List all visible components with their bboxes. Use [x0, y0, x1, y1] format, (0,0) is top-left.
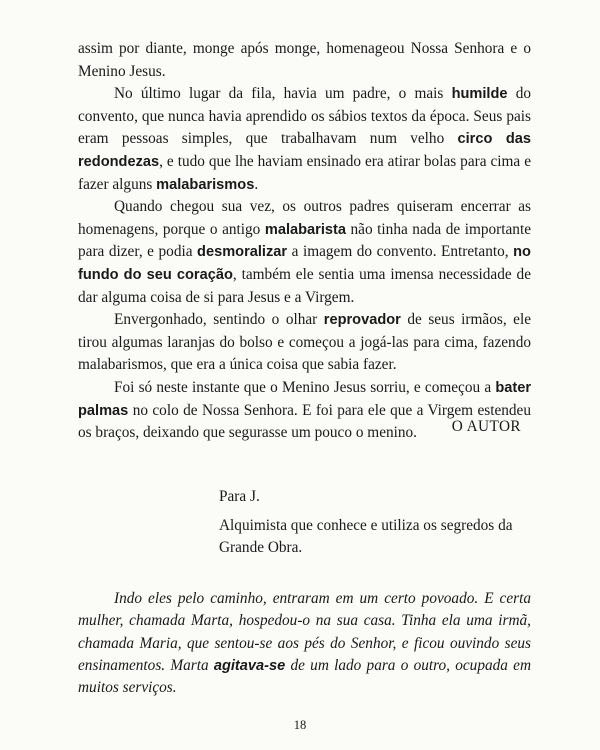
- text-run: Foi só neste instante que o Menino Jesus sorriu, e começou a: [114, 378, 496, 396]
- text-run: do convento, que nunca havia aprendido os sábios textos da época. Seus pais eram pessoas simples, que trabalhavam num velho: [78, 85, 531, 148]
- text-run: no colo de Nossa Senhora. E foi para ele que a Virgem estendeu os braços, deixando que segurasse um pouco o menino.: [78, 401, 531, 442]
- bold-term: circo das redondezas: [78, 131, 531, 170]
- text-run: Indo eles pelo caminho, entraram em um certo povoado. E certa mulher, chamada Marta, hospedou-o na sua casa. Tinha ela uma irmã, chamada Maria, que sentou-se aos pés do Senhor, e ficou ouvindo seus ensinamentos. Marta: [78, 590, 531, 674]
- bold-term: humilde: [451, 86, 508, 103]
- text-run: .: [254, 175, 259, 193]
- bold-term: malabarismos: [156, 176, 255, 193]
- dedication-recipient: Para J.: [219, 488, 260, 505]
- text-run: , também ele sentia uma imensa necessidade de dar alguma coisa de si para Jesus e a Virgem.: [78, 265, 531, 306]
- text-run: No último lugar da fila, havia um padre, o mais: [114, 85, 452, 103]
- bold-term: bater palmas: [78, 379, 531, 419]
- bold-term: desmoralizar: [197, 244, 288, 261]
- text-run: a imagem do convento. Entretanto,: [287, 243, 514, 261]
- text-run: , e tudo que lhe haviam ensinado era atirar bolas para cima e fazer alguns: [78, 152, 531, 193]
- story-paragraph-4: [78, 309, 531, 377]
- epigraph: [78, 588, 531, 699]
- author-signature: O AUTOR: [451, 418, 521, 435]
- bold-term: malabarista: [264, 221, 346, 238]
- bold-term: agitava-se: [213, 657, 286, 674]
- epigraph-paragraph: [78, 588, 531, 699]
- dedication-text: Alquimista que conhece e utiliza os segredos da Grande Obra.: [219, 517, 513, 556]
- text-run: Envergonhado, sentindo o olhar: [114, 311, 324, 329]
- bold-term: reprovador: [323, 312, 401, 329]
- text-run: Quando chegou sua vez, os outros padres quiseram encerrar as homenagens, porque o antigo: [78, 198, 531, 238]
- text-run: assim por diante, monge após monge, homenageou Nossa Senhora e o Menino Jesus.: [78, 40, 531, 80]
- dedication: [219, 486, 519, 559]
- page-number: 18: [293, 718, 307, 732]
- story-paragraph-1: [78, 38, 531, 83]
- story-paragraph-2: [78, 83, 531, 196]
- text-run: não tinha nada de importante para dizer, e podia: [78, 220, 531, 261]
- story-paragraph-3: [78, 196, 531, 309]
- text-run: de seus irmãos, ele tirou algumas laranjas do bolso e começou a jogá-las para cima, fazendo malabarismos, que era a única coisa que sabia fazer.: [78, 311, 531, 374]
- story-text: [78, 38, 531, 445]
- bold-term: no fundo do seu coração: [78, 244, 531, 283]
- text-run: de um lado para o outro, ocupada em muitos serviços.: [78, 656, 531, 697]
